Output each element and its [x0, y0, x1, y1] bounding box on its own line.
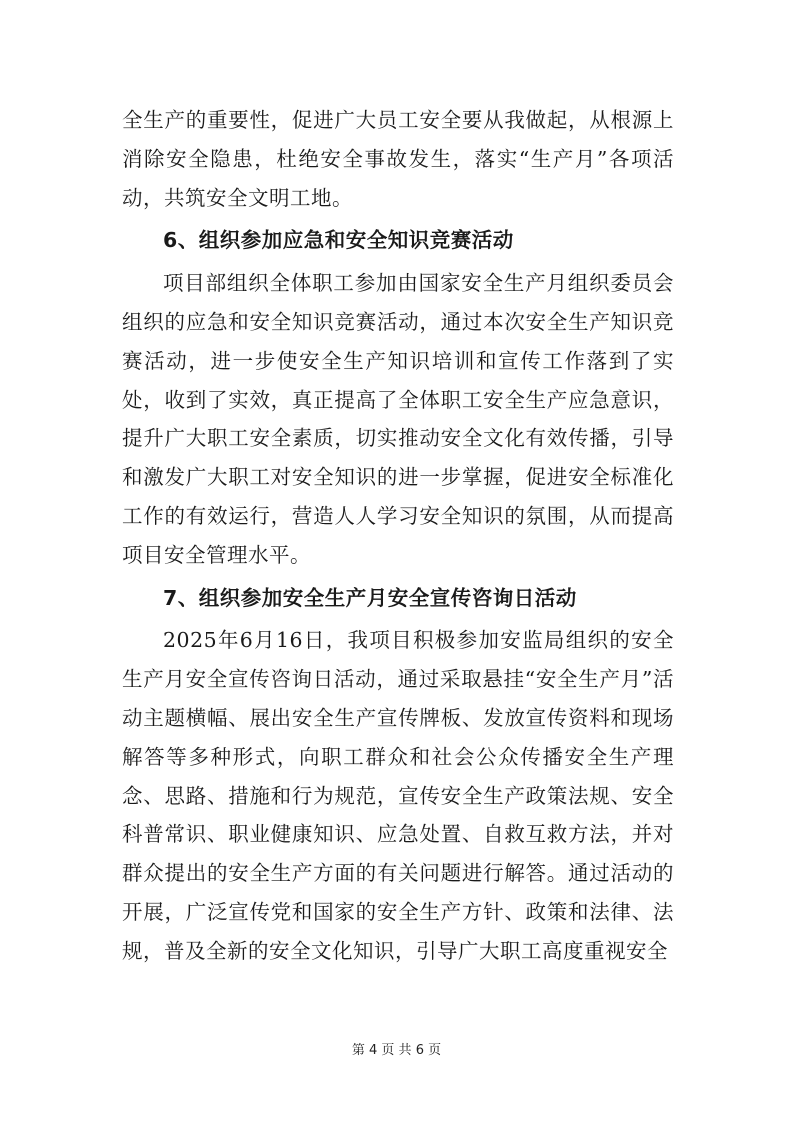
section-heading-6: 6、组织参加应急和安全知识竞赛活动: [163, 228, 514, 253]
section-heading-7: 7、组织参加安全生产月安全宣传咨询日活动: [163, 585, 577, 610]
document-body: [122, 101, 674, 971]
paragraph-continuation: 全生产的重要性，促进广大员工安全要从我做起，从根源上消除安全隐患，杜绝安全事故发生，落实“生产月”各项活动，共筑安全文明工地。: [122, 108, 674, 210]
paragraph-knowledge-contest: 项目部组织全体职工参加由国家安全生产月组织委员会组织的应急和安全知识竞赛活动，通过本次安全生产知识竞赛活动，进一步使安全生产知识培训和宣传工作落到了实处，收到了实效，真正提高了全体职工安全生产应急意识，提升广大职工安全素质，切实推动安全文化有效传播，引导和激发广大职工对安全知识的进一步掌握，促进安全标准化工作的有效运行，营造人人学习安全知识的氛围，从而提高项目安全管理水平。: [122, 271, 674, 567]
page-number-footer: 第 4 页 共 6 页: [351, 1043, 442, 1058]
paragraph-consultation-day: 2025年6月16日，我项目积极参加安监局组织的安全生产月安全宣传咨询日活动，通过采取悬挂“安全生产月”活动主题横幅、展出安全生产宣传牌板、发放宣传资料和现场解答等多种形式，向职工群众和社会公众传播安全生产理念、思路、措施和行为规范，宣传安全生产政策法规、安全科普常识、职业健康知识、应急处置、自救互救方法，并对群众提出的安全生产方面的有关问题进行解答。通过活动的开展，广泛宣传党和国家的安全生产方针、政策和法律、法规，普及全新的安全文化知识，引导广大职工高度重视安全: [122, 628, 674, 963]
